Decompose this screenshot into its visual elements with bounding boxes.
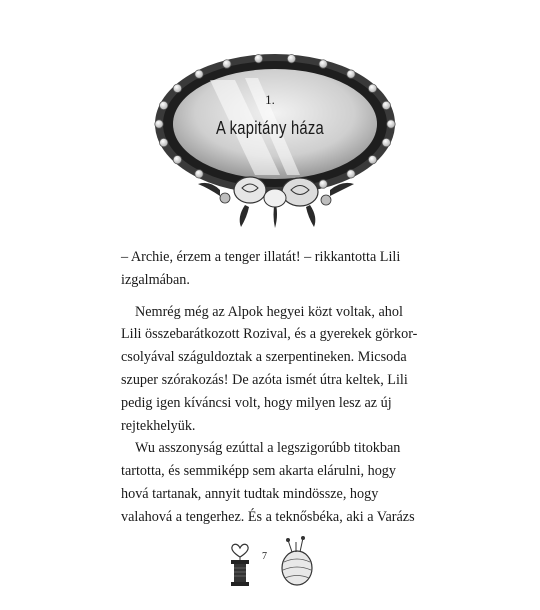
page-number: 7	[262, 551, 267, 562]
light-bulb-icon	[287, 54, 295, 62]
light-bulb-icon	[368, 155, 376, 163]
text-line: – Archie, érzem a tenger illatát! – rikkantotta Lili	[121, 249, 401, 265]
light-bulb-icon	[319, 180, 327, 188]
light-bulb-icon	[254, 54, 262, 62]
paragraph-2	[121, 301, 421, 438]
body-text	[121, 246, 421, 529]
pincushion-icon	[282, 536, 312, 585]
light-bulb-icon	[319, 60, 327, 68]
chapter-title: A kapitány háza	[216, 118, 324, 138]
light-bulb-icon	[195, 170, 203, 178]
text-line: tartotta, és semmiképp sem akarta elárulni, hogy	[121, 463, 396, 480]
chapter-number: 1.	[265, 92, 275, 107]
text-line: pedig igen kíváncsi volt, hogy milyen lesz az új	[121, 394, 392, 411]
text-line: szuper szórakozás! De azóta ismét útra keltek, Lili	[121, 371, 408, 388]
text-line: valahová a tengerhez. És a teknősbéka, aki a Varázs	[121, 508, 415, 525]
text-line: rejtekhelyük.	[121, 417, 196, 434]
light-bulb-icon	[382, 138, 390, 146]
text-line: Nemrég még az Alpok hegyei közt voltak, ahol	[135, 303, 403, 320]
light-bulb-icon	[223, 60, 231, 68]
paragraph-1	[121, 246, 421, 292]
text-line: csolyával száguldoztak a szerpentineken. Micsoda	[121, 349, 407, 366]
text-line: Wu asszonyság ezúttal a legszigorúbb titokban	[135, 440, 401, 457]
footer-decoration	[0, 530, 540, 590]
light-bulb-icon	[173, 155, 181, 163]
thread-spool-heart-icon	[231, 544, 249, 586]
text-line: Lili összebarátkozott Rozival, és a gyerekek görkor-	[121, 326, 418, 343]
light-bulb-icon	[195, 70, 203, 78]
light-bulb-icon	[347, 170, 355, 178]
paragraph-3	[121, 437, 421, 528]
light-bulb-icon	[347, 70, 355, 78]
text-line: hová tartanak, annyit tudtak mindössze, hogy	[121, 485, 379, 502]
text-line: izgalmában.	[121, 271, 190, 288]
light-bulb-icon	[159, 138, 167, 146]
